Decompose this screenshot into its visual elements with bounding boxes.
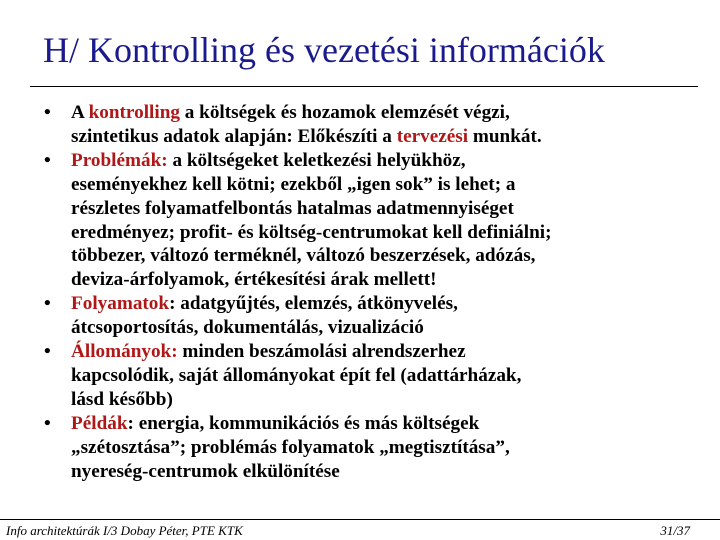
bullet-text-line [71,173,694,197]
bullet-marker: • [44,341,51,363]
text-segment: minden beszámolási alrendszerhez [177,341,466,363]
bullet-text-line [71,388,694,412]
text-segment: a költségek és hozamok elemzését végzi, [179,102,510,123]
bullet-marker: • [44,293,51,315]
highlighted-term: Állományok: [71,341,178,363]
bullet-marker: • [44,412,51,434]
bullet-text-line [71,460,694,484]
highlighted-term: tervezési [396,125,469,147]
text-segment: kapcsolódik, saját állományokat épít fel (adattárházak, [71,364,522,386]
bullet-list [44,101,694,484]
text-segment: deviza-árfolyamok, értékesítési árak mellett! [71,269,437,291]
bullet-text-line [71,101,694,125]
bullet-marker: • [44,149,51,171]
bullet-text-line [71,436,694,460]
text-segment: részletes folyamatfelbontás hatalmas adatmennyiséget [71,197,514,219]
bullet-item [44,149,694,292]
text-segment: többezer, változó terméknél, változó beszerzések, adózás, [71,245,536,267]
highlighted-term: Problémák: [71,149,168,171]
bullet-text-line [71,412,694,436]
bullet-text-line [71,197,694,221]
text-segment: „szétosztása”; problémás folyamatok „megtisztítása”, [71,436,510,458]
bullet-text-line [71,149,694,173]
footer-divider [0,519,720,520]
highlighted-term: Folyamatok [71,293,170,315]
text-segment: eredményez; profit- és költség-centrumokat kell definiálni; [71,221,552,243]
highlighted-term: Példák [71,412,128,434]
bullet-text-line [71,221,694,245]
text-segment: : energia, kommunikációs és más költségek [127,412,480,434]
bullet-text-line [71,340,694,364]
bullet-text-line [71,316,694,340]
bullet-text-line [71,244,694,268]
bullet-item [44,101,694,149]
bullet-text-line [71,125,694,149]
highlighted-term: kontrolling [88,102,180,123]
text-segment: átcsoportosítás, dokumentálás, vizualizáció [71,317,424,339]
text-segment: munkát. [468,125,542,147]
text-segment: : adatgyűjtés, elemzés, átkönyvelés, [169,293,458,315]
bullet-item [44,292,694,340]
bullet-item [44,412,694,484]
page-number: 31/37 [660,523,690,538]
bullet-marker: • [44,102,51,123]
text-segment: lásd később) [71,388,173,410]
footer-text: Info architektúrák I/3 Dobay Péter, PTE KTK [6,523,243,538]
text-segment: a költségeket keletkezési helyükhöz, [167,149,466,171]
text-segment: szintetikus adatok alapján: Előkészíti a [71,125,397,147]
bullet-item [44,340,694,412]
bullet-text-line [71,268,694,292]
title-divider [30,86,698,87]
bullet-text-line [71,292,694,316]
slide-title: H/ Kontrolling és vezetési információk [43,30,605,70]
text-segment: eseményekhez kell kötni; ezekből „igen sok” is lehet; a [71,173,516,195]
bullet-text-line [71,364,694,388]
text-segment: nyereség-centrumok elkülönítése [71,460,340,482]
text-segment: A [71,102,89,123]
